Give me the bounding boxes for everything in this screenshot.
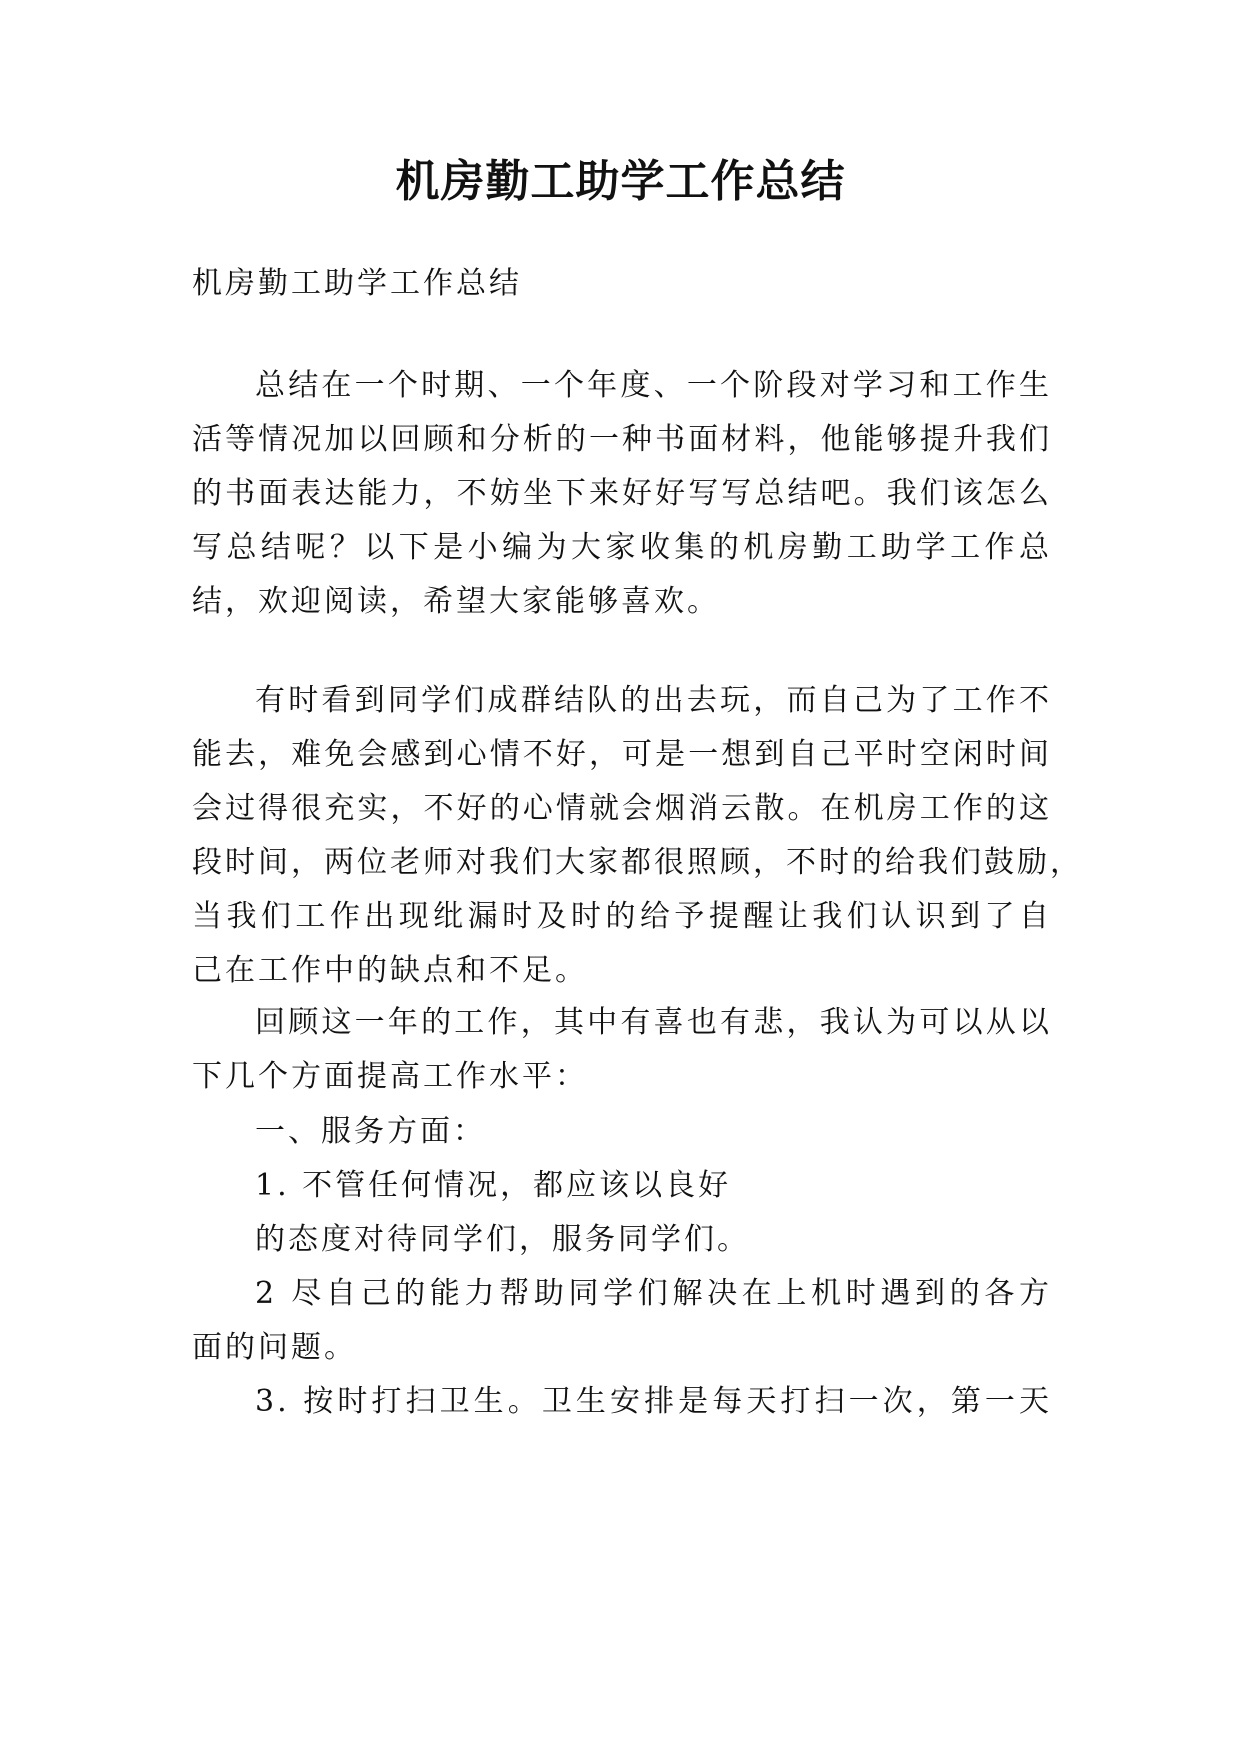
paragraph-3-line-2: 下几个方面提高工作水平： bbox=[192, 1059, 588, 1094]
item-2-line-1: 2 尽自己的能力帮助同学们解决在上机时遇到的各方 bbox=[255, 1276, 1052, 1311]
paragraph-2-line-3: 会过得很充实，不好的心情就会烟消云散。在机房工作的这 bbox=[192, 791, 1052, 826]
paragraph-1-line-3: 的书面表达能力，不妨坐下来好好写写总结吧。我们该怎么 bbox=[192, 476, 1052, 511]
paragraph-1-line-4: 写总结呢？以下是小编为大家收集的机房勤工助学工作总 bbox=[192, 530, 1052, 565]
paragraph-1-line-1: 总结在一个时期、一个年度、一个阶段对学习和工作生 bbox=[255, 368, 1052, 403]
paragraph-2-line-2: 能去，难免会感到心情不好，可是一想到自己平时空闲时间 bbox=[192, 737, 1052, 772]
item-2-line-2: 面的问题。 bbox=[192, 1330, 357, 1365]
paragraph-2-line-1: 有时看到同学们成群结队的出去玩，而自己为了工作不 bbox=[255, 683, 1052, 718]
paragraph-1-line-2: 活等情况加以回顾和分析的一种书面材料，他能够提升我们 bbox=[192, 422, 1052, 457]
paragraph-2-line-5: 当我们工作出现纰漏时及时的给予提醒让我们认识到了自 bbox=[192, 899, 1052, 934]
paragraph-1-line-5: 结，欢迎阅读，希望大家能够喜欢。 bbox=[192, 584, 720, 619]
paragraph-2-line-4: 段时间，两位老师对我们大家都很照顾，不时的给我们鼓励， bbox=[192, 845, 1083, 880]
paragraph-2-line-6: 己在工作中的缺点和不足。 bbox=[192, 953, 588, 988]
section-heading-service: 一、服务方面： bbox=[255, 1114, 486, 1149]
item-3-line-1: 3. 按时打扫卫生。卫生安排是每天打扫一次，第一天 bbox=[255, 1384, 1052, 1419]
paragraph-3-line-1: 回顾这一年的工作，其中有喜也有悲，我认为可以从以 bbox=[255, 1005, 1052, 1040]
document-title: 机房勤工助学工作总结 bbox=[395, 156, 846, 207]
item-1-line-2: 的态度对待同学们，服务同学们。 bbox=[255, 1222, 750, 1257]
item-1-line-1: 1. 不管任何情况，都应该以良好 bbox=[255, 1168, 732, 1203]
subtitle: 机房勤工助学工作总结 bbox=[192, 266, 522, 301]
